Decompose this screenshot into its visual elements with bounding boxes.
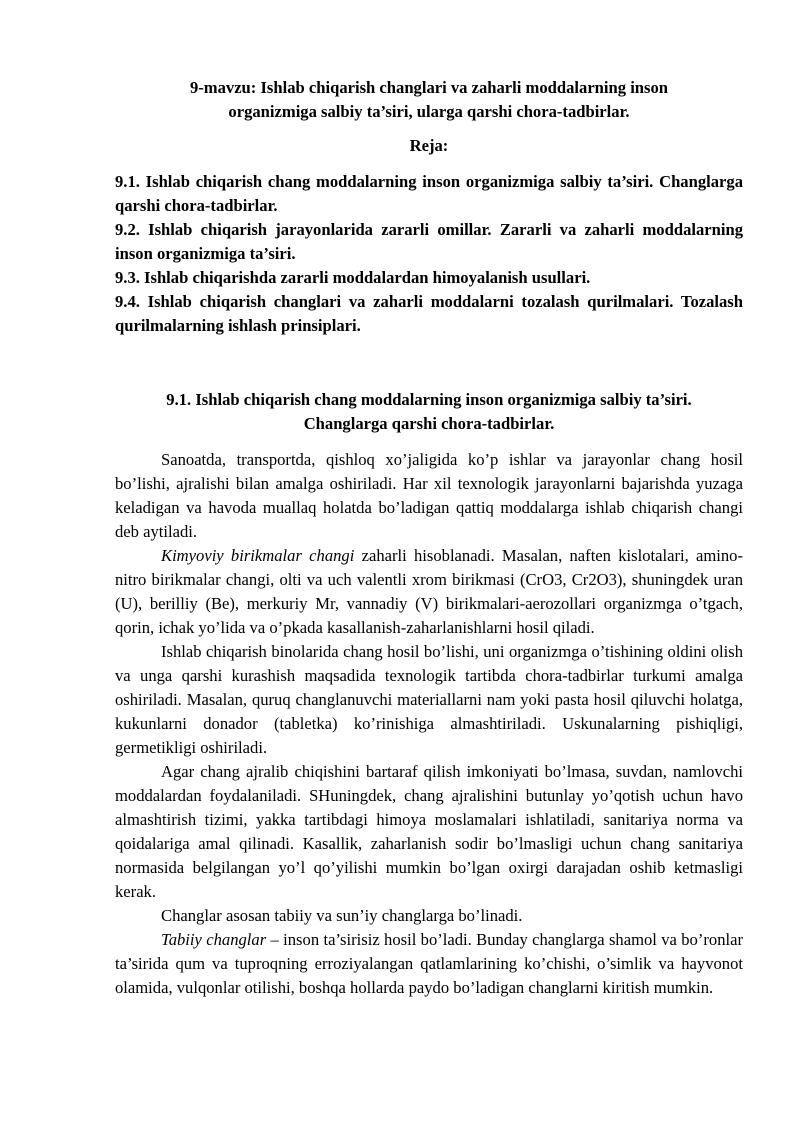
paragraph-text: – inson ta’sirisiz hosil bo’ladi. Bunday changlarga shamol va bo’ronlar ta’sirida qum va tuproqning erroziyalangan qatlamlarining ko’chishi, o’simlik va hayvonot olamida, vulqonlar otilishi, boshqa hollarda paydo bo’ladigan changlarni kiritish mumkin.: [115, 930, 743, 997]
paragraph: Ishlab chiqarish binolarida chang hosil bo’lishi, uni organizmga o’tishining oldini olish va unga qarshi kurashish maqsadida texnologik tartibda chora-tadbirlar turkumi amalga oshiriladi. Masalan, quruq changlanuvchi materiallarni nam yoki pasta hosil qiluvchi holatga, kukunlarni donador (tabletka) ko’rinishiga almashtiriladi. Uskunalarning pishiqligi, germetikligi oshiriladi.: [115, 642, 743, 757]
section-heading: [115, 388, 743, 436]
italic-term: Kimyoviy birikmalar changi: [161, 546, 355, 565]
section-heading-line-1: 9.1. Ishlab chiqarish chang moddalarning inson organizmiga salbiy ta’siri.: [166, 390, 692, 409]
title-line-2: organizmiga salbiy ta’siri, ularga qarshi chora-tadbirlar.: [228, 102, 630, 121]
plan-item: 9.1. Ishlab chiqarish chang moddalarning inson organizmiga salbiy ta’siri. Changlarga qarshi chora-tadbirlar.: [115, 172, 743, 215]
paragraph: Sanoatda, transportda, qishloq xo’jaligida ko’p ishlar va jarayonlar chang hosil bo’lishi, ajralishi bilan amalga oshiriladi. Har xil texnologik jarayonlarni bajarishda yuzaga keladigan va havoda muallaq holatda bo’ladigan qattiq moddalarga ishlab chiqarish changi deb aytiladi.: [115, 450, 743, 541]
paragraph: Agar chang ajralib chiqishini bartaraf qilish imkoniyati bo’lmasa, suvdan, namlovchi moddalardan foydalaniladi. SHuningdek, chang ajralishini butunlay yo’qotish uchun havo almashtirish tizimi, yakka tartibdagi himoya moslamalari ishlatiladi, sanitariya norma va qoidalariga amal qilinadi. Kasallik, zaharlanish sodir bo’lmasligi uchun chang sanitariya normasida belgilangan yo’l qo’yilishi mumkin bo’lgan oxirgi darajadan oshib ketmasligi kerak.: [115, 762, 743, 901]
italic-term: Tabiiy changlar: [161, 930, 267, 949]
title-line-1: 9-mavzu: Ishlab chiqarish changlari va zaharli moddalarning inson: [189, 78, 669, 97]
plan-list: [115, 170, 743, 338]
plan-heading: Reja:: [409, 136, 449, 155]
paragraph: [115, 928, 743, 1000]
body-text: [115, 448, 743, 1000]
plan-item: 9.2. Ishlab chiqarish jarayonlarida zararli omillar. Zararli va zaharli moddalarning inson organizmiga ta’siri.: [115, 220, 743, 263]
paragraph-text: zaharli hisoblanadi. Masalan, naften kislotalari, amino-nitro birikmalar changi, olti va uch valentli xrom birikmasi (CrO3, Cr2O3), shuningdek uran (U), berilliy (Be), merkuriy Mr, vannadiy (V) birikmalari-aerozollari organizmga o’tgach, qorin, ichak yo’lida va o’pkada kasallanish-zaharlanishlarni hosil qiladi.: [115, 546, 743, 637]
section-heading-line-2: Changlarga qarshi chora-tadbirlar.: [303, 414, 555, 433]
plan-item: 9.3. Ishlab chiqarishda zararli moddalardan himoyalanish usullari.: [115, 268, 591, 287]
document-page: [115, 76, 743, 1000]
paragraph: [115, 544, 743, 640]
document-title: [115, 76, 743, 124]
paragraph: Changlar asosan tabiiy va sun’iy changlarga bo’linadi.: [161, 906, 523, 925]
plan-item: 9.4. Ishlab chiqarish changlari va zaharli moddalarni tozalash qurilmalari. Tozalash qurilmalarning ishlash prinsiplari.: [115, 292, 743, 335]
